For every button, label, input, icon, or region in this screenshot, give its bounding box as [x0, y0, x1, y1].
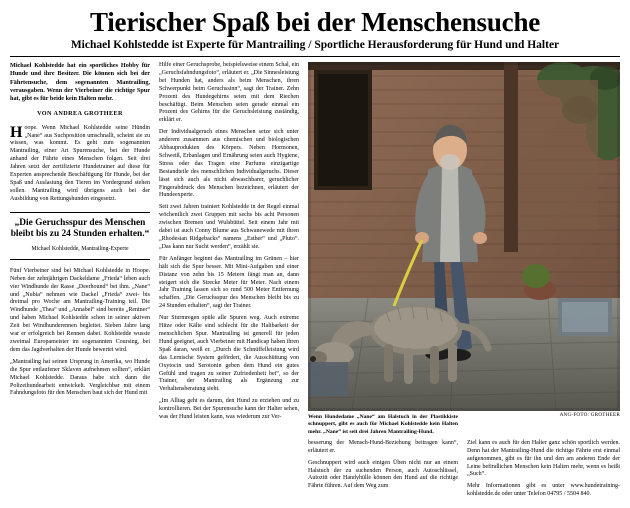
article-paragraph: Für Anfänger beginnt das Mantrailing im Grünen – hier hält sich die Spur besser. Mit Mini-Aufgaben und einer Distanz von zehn bis 15 Metern fängt man an, dann steigert sich die Strecke Meter für Meter. Nach einem Jahr Training lassen sich so rund 500 Meter Entfernung schaffen. „Die Geruchsspur des Menschen bleibt bis zu 24 Stunden erhalten“, sagt der Trainer. — [159, 255, 299, 310]
article-paragraph: Fünf Vierbeiner sind bei Michael Kohlstedde in Hoope. Neben der zehnjährigen Dackeldame „Frieda“ leben auch vier Windhunde der Rasse „Deerhound“ bei ihm. „Nane“ und „Nubia“ nehmen wie Dackel „Frieda“ zwei- bis dreimal pro Woche am Mantrailing-Training teil. Die Windhunde „Thea“ und „Annabel“ sind bereits „Rentner“ und haben Michael Kohlstedde schon in seiner aktiven Zeit bei Windhunderennen begleitet. Sieben Jahre lang war er erfolgreich bei Rennen dabei. Kohlstedde wusste zweimal Europameister im sogenannten Coursing, bei dem das Jagdverhalten der Hunde bewertet wird. — [10, 267, 150, 353]
article-paragraph: Hoope. Wenn Michael Kohlstedde seine Hündin „Nane“ aus Suchposition umschnallt, scheint sie zu wissen, was kommt. Es geht zum sogenannten Mantrailing, einer Art Spurensuche, bei der Hunde anhand der Fährte eines Menschen folgen. Seit drei Jahren setzt der zertifizierte Hundetrainer auf diese für Experten ansprechende Beschäftigung für Hunde, bei der Spaß und Auslastung den Tieren im Vordergrund stehen sollen. Mantrailing wird übrigens auch bei der Ausbildung von Rettungshunden eingesetzt. — [10, 123, 150, 202]
article-column-3 — [308, 440, 458, 503]
article-column-2 — [159, 62, 299, 508]
pull-quote-text: „Die Geruchsspur des Menschen bleibt bis zu 24 Stunden erhalten.“ — [10, 217, 150, 240]
article-column-1 — [10, 62, 150, 508]
article-paragraph: Seit zwei Jahren trainiert Kohlstedde in der Regel einmal wöchentlich zwei Gruppen mit sechs bis acht Personen zwischen Bremen und Wulsbüttel. Seit einem Jahr mit dabei ist auch Conny Blume aus Schwanewede mit ihren „Rhodesian Ridgebacks“ namens „Esther“ und „Pluto“. „Das kann nur Sucht werden“, erzählt sie. — [159, 204, 299, 250]
article-paragraph: Geschnuppert wird auch einigen Üben nicht nur an einem Halstuch der zu suchenden Person, auch Autoschlüssel, Autozitt oder Handyhülle können den Hund auf die richtige Fährte führen. Auf dem Weg zum — [308, 459, 458, 490]
pull-quote-divider-bottom — [10, 259, 150, 260]
article-paragraph: Der Individualgeruch eines Menschen setze sich unter anderem zusammen aus chemischen und biologischen Abbauprodukten des Körpers. Neben Hormonen, Schweiß, Erbanlagen und Ernährung seien auch Hygiene, Stress oder das Tragen eine Parfums einzigartige Bestandteile des menschlichen Individualgeruchs. Dieser lässt sich auch als nicht abwaschbarer, geruchlicher Fingerabdruck des Menschen bezeichnen, erläutert der Hundeexperte. — [159, 129, 299, 199]
article-column-photo-area — [308, 62, 620, 508]
photo-caption: Wenn Hundedame „Nane“ am Halstuch in der Plastikkiste schnuppert, gibt es auch für Michael Kohlstedde kein Halten mehr. „Nane“ ist seit drei Jahren Mantrailing-Hund. — [308, 413, 458, 435]
article-photo — [308, 62, 620, 411]
article-paragraph: „Im Alltag geht es darum, den Hund zu erziehen und zu kontrollieren. Bei der Spurensuche kann der Halter sehen, was der Hund leisten kann, was wiederum zur Ver- — [159, 398, 299, 421]
article-info-box: Mehr Informationen gibt es unter www.hundetraining-kohlstedde.de oder unter Telefon 04795 / 5504 840. — [467, 483, 620, 498]
article-paragraph: Nur Sturmregen spüle alle Spuren weg. Auch extreme Hitze oder Kälte sind schlecht für die Haltbarkeit der menschlichen Spur. Mantrailing ist generell für jeden Hund geeignet, auch Vierbeiner mit Handicap haben ihren Spaß daran, weiß er. „Durch die Schnüffelleistung wird das Lernische System gefördert, die Ausschüttung von Oxytocin und Serotonin geben dem Hund ein gutes Gefühl und tragen zu seiner Zufriedenheit bei“, so der Trainer, der Mantrailing als Ergänzung zur Verhaltensberatung sieht. — [159, 315, 299, 393]
pull-quote-divider-top — [10, 212, 150, 213]
photo-credit: ANG-FOTO: GROTHEER — [559, 411, 620, 418]
pull-quote-attribution: Michael Kohlstedde, Mantrailing-Experte — [31, 246, 129, 253]
page-title: Tierischer Spaß bei der Menschensuche — [89, 7, 541, 37]
photo-illustration — [308, 62, 620, 411]
article-paragraph: Hilfe einer Geruchsprobe, beispielsweise einem Schal, ein „Geruchsfahndungsfoto“, erläutert er. „Die Sinnesleistung bei Hunden hat, anders als beim Menschen, ihren Schwerpunkt beim Geruchssinn“, sagt der Trainer. Zehn Prozent des Hundegehirns seien mit dem Riechen beschäftigt. Beim Menschen seien gerade einmal ein Prozent des Gehirns für die Geruchsleistung zuständig, erklärt er. — [159, 61, 299, 124]
article-columns — [10, 62, 620, 508]
article-paragraph: „Mantrailing hat seinen Ursprung in Amerika, wo Hunde die Spur entlaufener Sklaven aufnehmen sollten“, erklärt Michael Kohlstedde. Daraus habe sich dann die Polizeihundearbeit entwickelt. Vergleichbar mit einem Fahndungsfoto für den Menschen baut sich der Hund mit — [10, 358, 150, 397]
article-subheadline: Michael Kohlstedde ist Experte für Mantrailing / Sportliche Herausforderung für Hund und Halter — [70, 39, 560, 52]
pull-quote — [10, 212, 150, 260]
article-photo-block — [308, 62, 620, 503]
article-byline: VON ANDREA GROTHEER — [37, 110, 123, 118]
header-divider — [10, 56, 620, 57]
article-paragraph: besserung der Mensch-Hund-Beziehung beitragen kann“, erläutert er. — [308, 439, 458, 454]
article-column-4 — [467, 440, 620, 503]
article-lead: Michael Kohlstedde hat ein sportliches Hobby für Hunde und ihre Besitzer. Die können sich bei der Fährtensuche, dem sogenannten Mantrailing, verausgaben. Wenn der Vierbeiner die richtige Spur hat, gibt es für beide kein Halten mehr. — [10, 61, 150, 103]
article-paragraph: Ziel kann es auch für den Halter ganz schön sportlich werden. Denn hat der Mantrailing-Hund die richtige Fährte erst einmal aufgenommen, gibt es für ihn und den am anderen Ende der Leine befindlichen Menschen kein Halten mehr, wenn es heißt „Such“. — [467, 439, 620, 478]
